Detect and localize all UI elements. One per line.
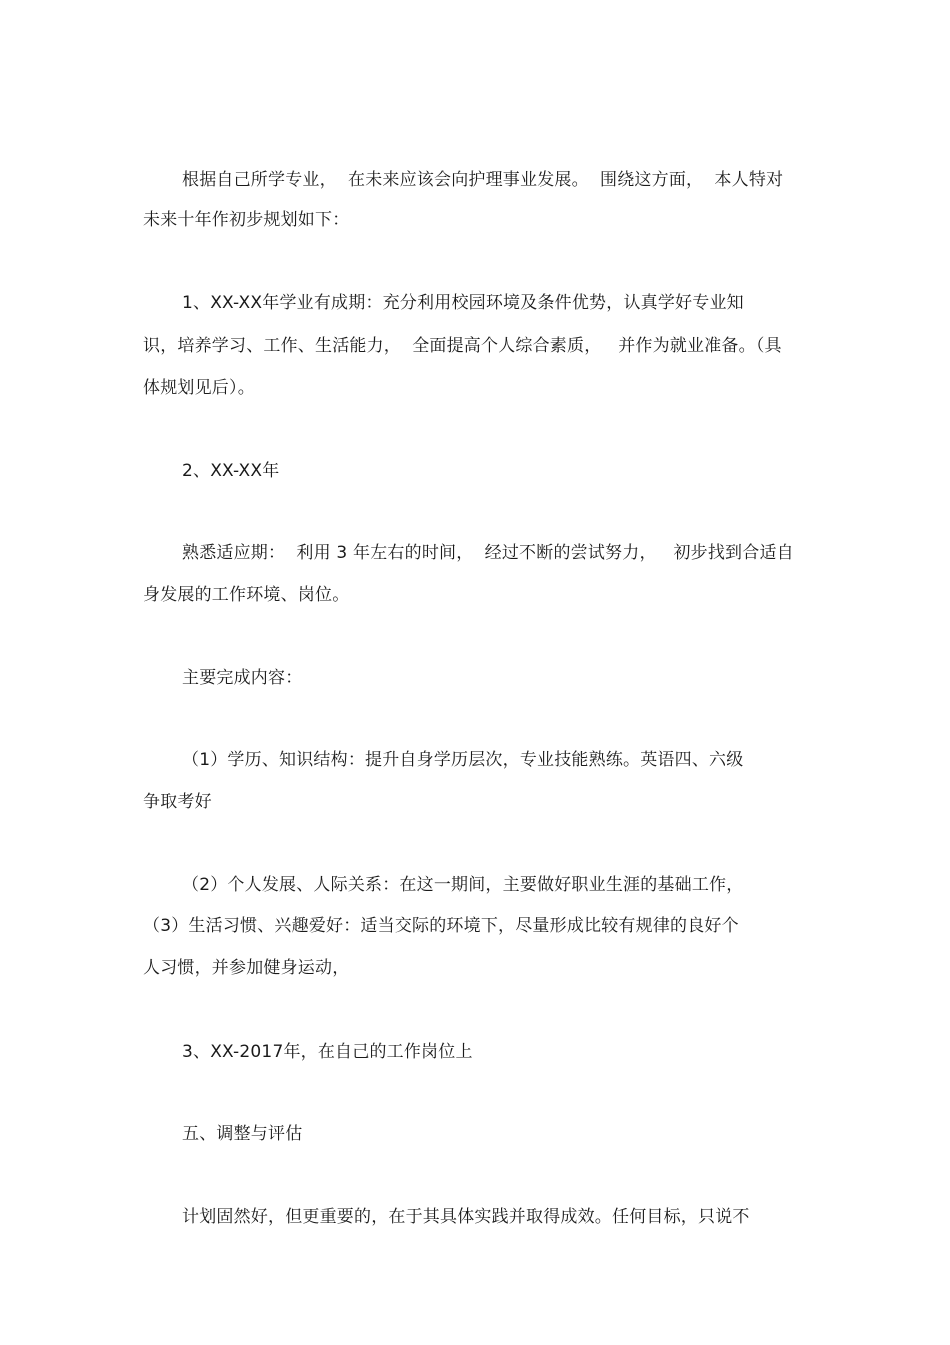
paragraph-line: 计划固然好，但更重要的，在于其具体实践并取得成效。任何目标，只说不 xyxy=(182,1207,750,1227)
paragraph-line: 人习惯，并参加健身运动， xyxy=(143,958,350,978)
paragraph-line: 3、XX-2017年，在自己的工作岗位上 xyxy=(182,1042,473,1062)
paragraph-line: 识，培养学习、工作、生活能力， 全面提高个人综合素质， 并作为就业准备。（具 xyxy=(143,336,782,356)
paragraph-line: 1、XX-XX年学业有成期：充分利用校园环境及条件优势，认真学好专业知 xyxy=(182,293,744,313)
paragraph-line: 2、XX-XX年 xyxy=(182,461,280,481)
paragraph-line: 身发展的工作环境、岗位。 xyxy=(143,585,350,605)
paragraph-line: 体规划见后）。 xyxy=(143,378,255,398)
paragraph-line: （3）生活习惯、兴趣爱好：适当交际的环境下，尽量形成比较有规律的良好个 xyxy=(143,916,739,936)
paragraph-line: 争取考好 xyxy=(143,792,212,812)
section-heading: 五、调整与评估 xyxy=(182,1124,303,1144)
paragraph-line: 根据自己所学专业， 在未来应该会向护理事业发展。 围绕这方面， 本人特对 xyxy=(182,170,784,190)
paragraph-line: 未来十年作初步规划如下： xyxy=(143,210,350,230)
paragraph-line: （2）个人发展、人际关系：在这一期间，主要做好职业生涯的基础工作， xyxy=(182,875,744,895)
paragraph-line: （1）学历、知识结构：提升自身学历层次，专业技能熟练。英语四、六级 xyxy=(182,750,744,770)
paragraph-line: 熟悉适应期： 利用 3 年左右的时间， 经过不断的尝试努力， 初步找到合适自 xyxy=(182,543,794,563)
paragraph-line: 主要完成内容： xyxy=(182,668,303,688)
